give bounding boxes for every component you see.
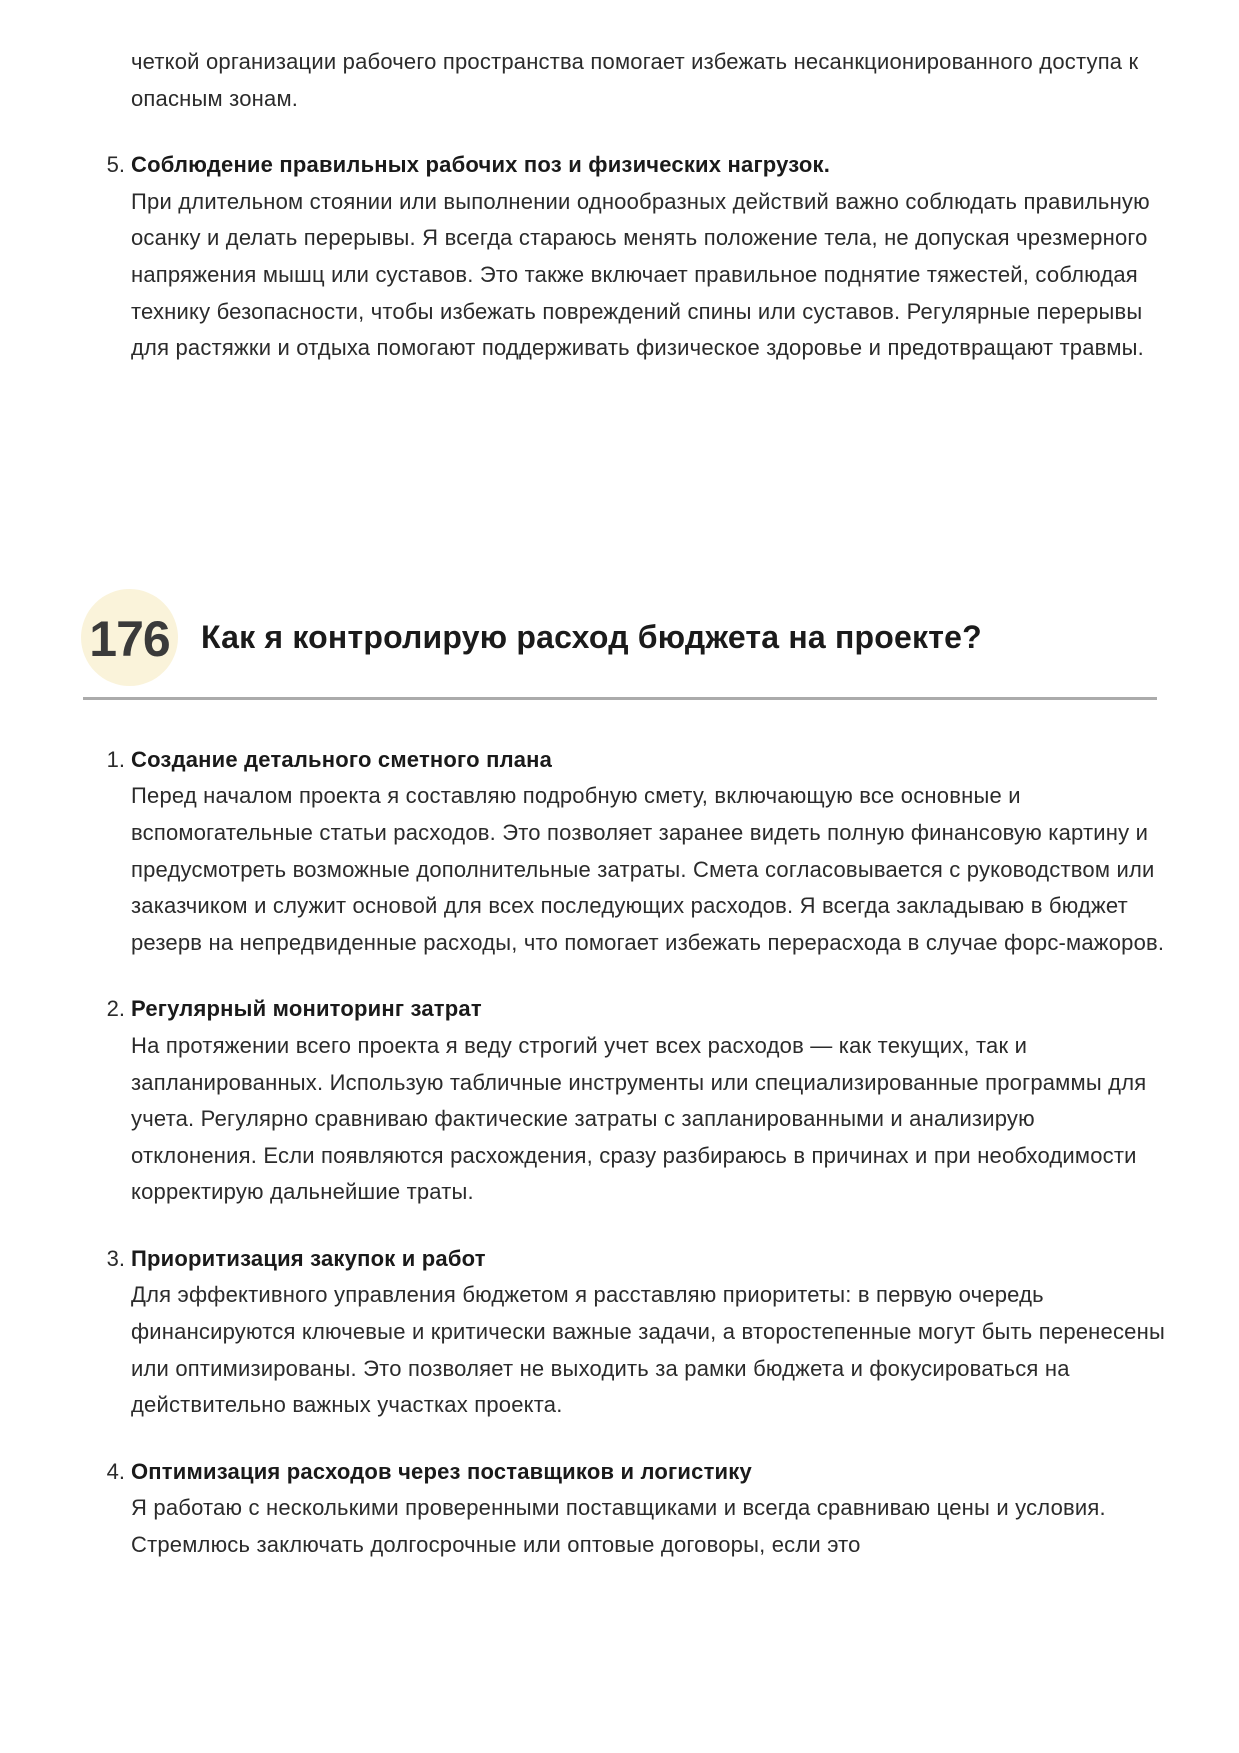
list-item-head — [105, 742, 1167, 779]
list-item-title: Создание детального сметного плана — [131, 746, 553, 772]
list-item-head — [105, 991, 1167, 1028]
list-item — [105, 147, 1167, 367]
question-number: 176 — [89, 611, 170, 668]
list-item — [105, 1454, 1167, 1564]
list-item-head — [105, 147, 1167, 184]
list-item-body: При длительном стоянии или выполнении однообразных действий важно соблюдать правильную осанку и делать перерывы. Я всегда стараюсь менять положение тела, не допуская чрезмерного напряжения мышц или суставов. Это также включает правильное поднятие тяжестей, соблюдая технику безопасности, чтобы избежать повреждений спины или суставов. Регулярные перерывы для растяжки и отдыха помогают поддерживать физическое здоровье и предотвращают травмы. — [131, 188, 1150, 361]
question-title: Как я контролирую расход бюджета на проекте? — [201, 618, 982, 655]
list-item-number: 1. — [106, 746, 125, 772]
list-item-head — [105, 1241, 1167, 1278]
list-item — [105, 742, 1167, 962]
list-item-body: Для эффективного управления бюджетом я расставляю приоритеты: в первую очередь финансируются ключевые и критически важные задачи, а второстепенные могут быть перенесены или оптимизированы. Это позволяет не выходить за рамки бюджета и фокусироваться на действительно важных участках проекта. — [131, 1282, 1165, 1418]
list-item-body: Я работаю с несколькими проверенными поставщиками и всегда сравниваю цены и условия. Стремлюсь заключать долгосрочные или оптовые договоры, если это — [131, 1495, 1106, 1558]
list-item-number: 4. — [106, 1458, 125, 1484]
list-item — [105, 1241, 1167, 1424]
question-header — [81, 589, 1167, 686]
list-item — [105, 991, 1167, 1211]
list-item-title: Оптимизация расходов через поставщиков и логистику — [131, 1458, 752, 1484]
question-number-badge — [81, 589, 178, 686]
list-item-head — [105, 1454, 1167, 1491]
list-item-body: На протяжении всего проекта я веду строгий учет всех расходов — как текущих, так и запланированных. Использую табличные инструменты или специализированные программы для учета. Регулярно сравниваю фактические затраты с запланированными и анализирую отклонения. Если появляются расхождения, сразу разбираюсь в причинах и при необходимости корректирую дальнейшие траты. — [131, 1032, 1147, 1205]
list-item-number: 2. — [106, 996, 125, 1022]
list-item-title: Регулярный мониторинг затрат — [131, 996, 482, 1022]
list-item-title: Соблюдение правильных рабочих поз и физических нагрузок. — [131, 152, 831, 178]
list-item-title: Приоритизация закупок и работ — [131, 1245, 486, 1271]
list-item-body: Перед началом проекта я составляю подробную смету, включающую все основные и вспомогательные статьи расходов. Это позволяет заранее видеть полную финансовую картину и предусмотреть возможные дополнительные затраты. Смета согласовывается с руководством или заказчиком и служит основой для всех последующих расходов. Я всегда закладываю в бюджет резерв на непредвиденные расходы, что помогает избежать перерасхода в случае форс-мажоров. — [131, 783, 1165, 955]
list-item-number: 5. — [106, 152, 125, 178]
answer-list — [105, 742, 1167, 1564]
list-item-number: 3. — [106, 1245, 125, 1271]
previous-answer-continuation: четкой организации рабочего пространства помогает избежать несанкционированного доступа к опасным зонам. — [131, 49, 1139, 111]
section-divider — [83, 697, 1157, 700]
